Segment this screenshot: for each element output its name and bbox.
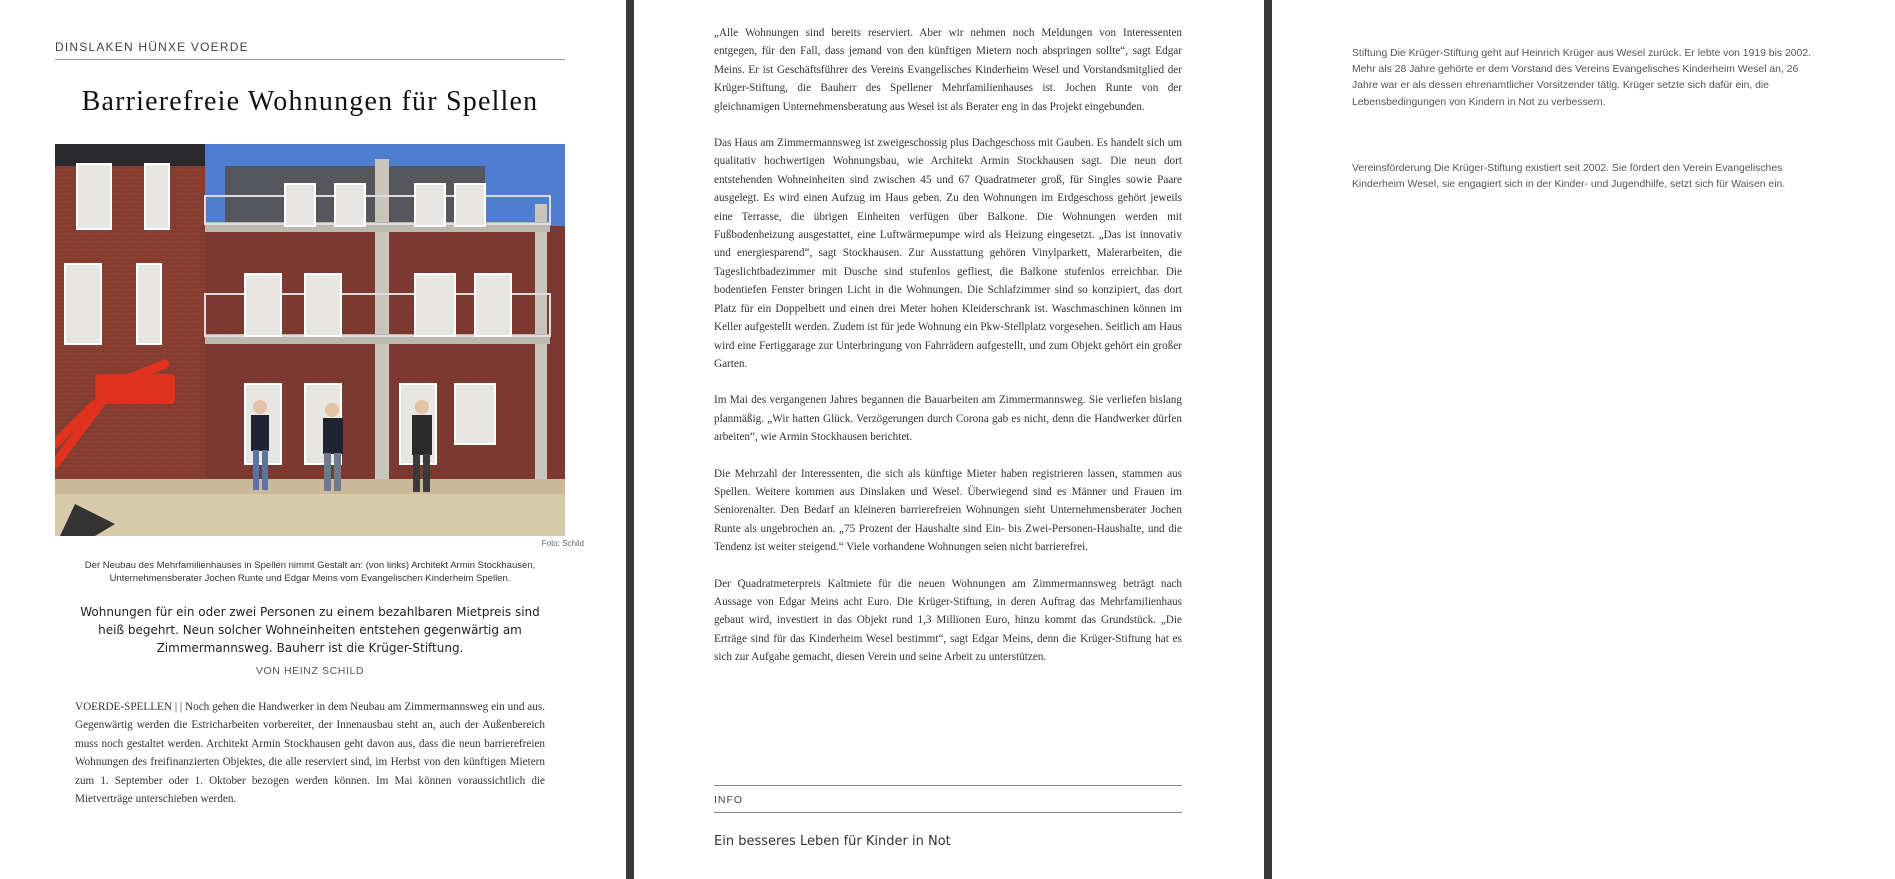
page-3 (1272, 0, 1895, 879)
photo-credit: Foto: Schild (541, 539, 584, 548)
page-1 (0, 0, 626, 879)
photo-caption: Der Neubau des Mehrfamilienhauses in Spellen nimmt Gestalt an: (von links) Architekt Armin Stockhausen, Unternehmensberater Jochen Runte und Edgar Meins vom Evangelischen Kinderheim Spellen. (84, 560, 536, 584)
info-note: Vereinsförderung Die Krüger-Stiftung existiert seit 2002. Sie fördert den Verein Evangelisches Kinderheim Wesel, sie engagiert sich in der Kinder- und Jugendhilfe, setzt sich für Waisen ein. (1352, 162, 1786, 191)
section-header: DINSLAKEN HÜNXE VOERDE (55, 40, 565, 60)
info-box-title: Ein besseres Leben für Kinder in Not (714, 834, 951, 849)
article-lead: Wohnungen für ein oder zwei Personen zu einem bezahlbaren Mietpreis sind heiß begehrt. Neun solcher Wohneinheiten entstehen gegenwärtig am Zimmermannsweg. Bauherr ist die Krüger-Stiftung. (80, 605, 540, 655)
info-notes-column (1352, 46, 1812, 243)
page-2 (634, 0, 1264, 879)
info-box-label: INFO (714, 785, 1182, 813)
article-author: VON HEINZ SCHILD (255, 665, 365, 677)
info-note: Stiftung Die Krüger-Stiftung geht auf Heinrich Krüger aus Wesel zurück. Er lebte von 1919 bis 2002. Mehr als 28 Jahre gehörte er dem Vorstand des Vereins Evangelisches Kinderheim Wesel an, 26 Jahre war er als dessen ehrenamtlicher Vorsitzender tätig. Krüger setzte sich dafür ein, die Lebensbedingungen von Kindern in Not zu verbessern. (1352, 48, 1811, 108)
body-paragraph: Das Haus am Zimmermannsweg ist zweigeschossig plus Dachgeschoss mit Gauben. Es handelt sich um qualitativ hochwertigen Wohnungsbau, wie Architekt Armin Stockhausen sagt. Die neun dort entstehenden Wohneinheiten sind zwischen 45 und 67 Quadratmeter groß, für Singles sowie Paare ausgelegt. Es wird einen Aufzug im Haus geben. Zu den Wohnungen im Erdgeschoss gehört jeweils eine Terrasse, die übrigen Einheiten verfügen über Balkone. Die Wohnungen werden mit Fußbodenheizung ausgestattet, eine Luftwärmepumpe wird als Heizung eingesetzt. „Das ist innovativ und energiesparend“, sagt Stockhausen. Zur Ausstattung gehören Vinylparkett, Malerarbeiten, die Tageslichtbadezimmer mit Dusche sind stufenlos gefliest, die Balkone stufenlos erreichbar. Die bodentiefen Fenster bringen Licht in die Wohnungen. Die Schlafzimmer sind so konzipiert, das dort Platz für ein Doppelbett und einen drei Meter hohen Kleiderschrank ist. Waschmaschinen können im Keller aufgestellt werden. Zudem ist für jede Wohnung ein Pkw-Stellplatz vorgesehen. Seitlich am Haus wird eine Fertiggarage zur Unterbringung von Fahrrädern aufgestellt, und zum Objekt gehört ein großer Garten. (714, 137, 1182, 370)
body-paragraph: Die Mehrzahl der Interessenten, die sich als künftige Mieter haben registrieren lassen, stammen aus Spellen. Weitere kommen aus Dinslaken und Wesel. Überwiegend sind es Männer und Frauen im Seniorenalter. Den Bedarf an kleineren barrierefreien Wohnungen sieht Unternehmensberater Jochen Runte als ungebrochen an. „75 Prozent der Haushalte sind Ein- bis Zwei-Personen-Haushalte, und die Tendenz ist weiter steigend.“ Viele vorhandene Wohnungen seien nicht barrierefrei. (714, 467, 1182, 554)
body-paragraph: Im Mai des vergangenen Jahres begannen die Bauarbeiten am Zimmermannsweg. Sie verliefen bislang planmäßig. „Wir hatten Glück. Verzögerungen durch Corona gab es nicht, denn die Handwerker dürfen arbeiten“, wie Armin Stockhausen berichtet. (714, 394, 1182, 444)
body-paragraph: „Alle Wohnungen sind bereits reserviert. Aber wir nehmen noch Meldungen von Interessenten entgegen, für den Fall, dass jemand von den künftigen Mietern noch abspringen sollte“, sagt Edgar Meins. Er ist Geschäftsführer des Vereins Evangelisches Kinderheim Wesel und Vorstandsmitglied der Krüger-Stiftung, die Bauherr des Spellener Mehrfamilienhauses ist. Jochen Runte von der gleichnamigen Unternehmensberatung aus Wesel ist als Berater eng in das Projekt eingebunden. (714, 27, 1182, 113)
article-body-column (714, 24, 1182, 685)
article-photo (55, 144, 565, 536)
article-headline: Barrierefreie Wohnungen für Spellen (81, 86, 539, 117)
body-paragraph: Der Quadratmeterpreis Kaltmiete für die neuen Wohnungen am Zimmermannsweg beträgt nach Aussage von Edgar Meins acht Euro. Die Krüger-Stiftung, in deren Auftrag das Mehrfamilienhaus gebaut wird, investiert in das Objekt rund 1,3 Millionen Euro, hinzu kommt das Grundstück. „Die Erträge sind für das Kinderheim Wesel bestimmt“, sagt Edgar Meins, denn die Krüger-Stiftung hat es sich zur Aufgabe gemacht, diesen Verein und seine Arbeit zu unterstützen. (714, 577, 1182, 664)
article-body-intro: VOERDE-SPELLEN | | Noch gehen die Handwerker in dem Neubau am Zimmermannsweg ein und aus. Gegenwärtig werden die Estricharbeiten vorbereitet, der Innenausbau steht an, auch der Außenbereich muss noch gestaltet werden. Architekt Armin Stockhausen geht davon aus, dass die neun barrierefreien Wohnungen des freifinanzierten Objektes, die alle reserviert sind, im Herbst von den künftigen Mietern zum 1. September oder 1. Oktober bezogen werden können. Im Mai können voraussichtlich die Mietverträge unterschieben werden. (75, 701, 545, 806)
